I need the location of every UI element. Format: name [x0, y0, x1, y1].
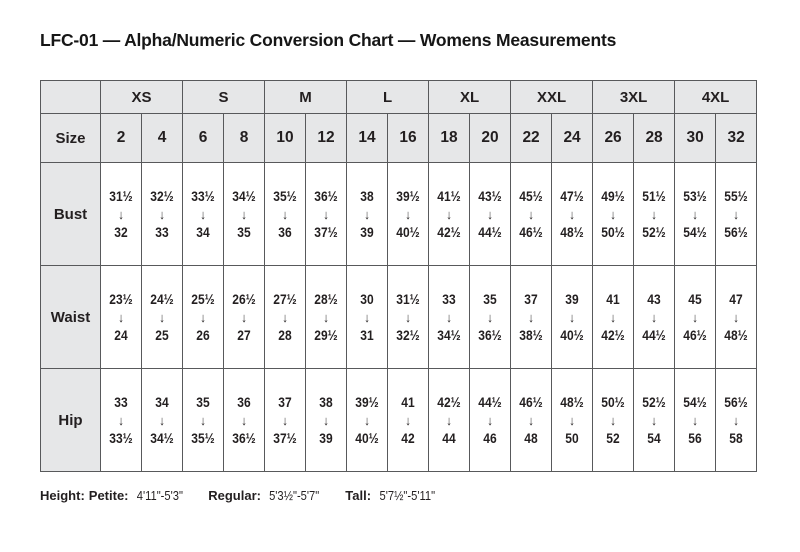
measurement-range [104, 394, 138, 445]
range-to: 25 [155, 326, 169, 343]
corner-cell [41, 81, 101, 114]
measurement-cell [470, 163, 511, 266]
range-from: 31½ [109, 188, 133, 205]
range-to: 54 [647, 429, 661, 446]
down-arrow-icon: ↓ [733, 309, 739, 325]
down-arrow-icon: ↓ [651, 412, 657, 428]
measurement-cell [429, 369, 470, 472]
numeric-size-header: 18 [429, 114, 470, 163]
table-body [41, 163, 757, 472]
alpha-size-row [41, 81, 757, 114]
alpha-size-header: L [347, 81, 429, 114]
measurement-cell [142, 369, 183, 472]
range-from: 31½ [396, 291, 420, 308]
measurement-cell [347, 266, 388, 369]
range-from: 38 [360, 188, 374, 205]
down-arrow-icon: ↓ [118, 412, 124, 428]
measurement-cell [552, 369, 593, 472]
range-from: 39 [565, 291, 579, 308]
range-to: 42½ [437, 223, 461, 240]
down-arrow-icon: ↓ [364, 206, 370, 222]
down-arrow-icon: ↓ [651, 309, 657, 325]
range-to: 31 [360, 326, 374, 343]
range-to: 29½ [314, 326, 338, 343]
range-to: 46 [483, 429, 497, 446]
measurement-cell [716, 266, 757, 369]
measurement-cell [265, 163, 306, 266]
measurement-cell [675, 266, 716, 369]
down-arrow-icon: ↓ [118, 309, 124, 325]
range-from: 46½ [519, 394, 543, 411]
range-from: 43 [647, 291, 661, 308]
measurement-range [555, 188, 589, 239]
alpha-size-header: XXL [511, 81, 593, 114]
down-arrow-icon: ↓ [323, 206, 329, 222]
alpha-size-header: S [183, 81, 265, 114]
alpha-size-header: XS [101, 81, 183, 114]
measurement-row-label: Bust [41, 163, 101, 266]
measurement-range [145, 188, 179, 239]
height-range-value: 5'7½"-5'11" [379, 488, 436, 503]
height-category-label: Regular: [208, 488, 261, 503]
measurement-range [309, 394, 343, 445]
measurement-cell [183, 266, 224, 369]
measurement-cell [634, 266, 675, 369]
measurement-range [432, 188, 466, 239]
measurement-cell [388, 369, 429, 472]
numeric-size-header: 14 [347, 114, 388, 163]
measurement-cell [306, 163, 347, 266]
height-note [40, 488, 462, 503]
measurement-cell [224, 369, 265, 472]
measurement-range [145, 394, 179, 445]
range-to: 54½ [683, 223, 707, 240]
down-arrow-icon: ↓ [282, 206, 288, 222]
down-arrow-icon: ↓ [282, 412, 288, 428]
measurement-cell [593, 266, 634, 369]
down-arrow-icon: ↓ [733, 412, 739, 428]
numeric-size-header: 20 [470, 114, 511, 163]
down-arrow-icon: ↓ [282, 309, 288, 325]
measurement-cell [142, 266, 183, 369]
range-from: 55½ [724, 188, 748, 205]
down-arrow-icon: ↓ [446, 206, 452, 222]
range-from: 47 [729, 291, 743, 308]
down-arrow-icon: ↓ [651, 206, 657, 222]
range-from: 39½ [396, 188, 420, 205]
measurement-cell [593, 369, 634, 472]
range-from: 56½ [724, 394, 748, 411]
range-to: 40½ [355, 429, 379, 446]
range-from: 52½ [642, 394, 666, 411]
range-to: 34 [196, 223, 210, 240]
range-to: 36 [278, 223, 292, 240]
range-from: 50½ [601, 394, 625, 411]
conversion-table [40, 80, 757, 472]
numeric-size-header: 2 [101, 114, 142, 163]
down-arrow-icon: ↓ [118, 206, 124, 222]
range-to: 50 [565, 429, 579, 446]
range-from: 23½ [109, 291, 133, 308]
height-label: Height: [40, 488, 85, 503]
measurement-cell [183, 369, 224, 472]
range-to: 46½ [519, 223, 543, 240]
measurement-cell [675, 163, 716, 266]
range-to: 48½ [724, 326, 748, 343]
range-to: 40½ [396, 223, 420, 240]
range-to: 37½ [273, 429, 297, 446]
down-arrow-icon: ↓ [569, 412, 575, 428]
range-to: 26 [196, 326, 210, 343]
range-from: 33 [114, 394, 128, 411]
measurement-range [637, 188, 671, 239]
down-arrow-icon: ↓ [569, 309, 575, 325]
range-from: 32½ [150, 188, 174, 205]
range-to: 32½ [396, 326, 420, 343]
range-to: 28 [278, 326, 292, 343]
range-to: 34½ [150, 429, 174, 446]
down-arrow-icon: ↓ [487, 206, 493, 222]
height-entries [89, 488, 462, 503]
range-from: 49½ [601, 188, 625, 205]
alpha-size-header: 3XL [593, 81, 675, 114]
down-arrow-icon: ↓ [692, 412, 698, 428]
numeric-size-header: 32 [716, 114, 757, 163]
down-arrow-icon: ↓ [405, 309, 411, 325]
range-to: 50½ [601, 223, 625, 240]
measurement-range [637, 394, 671, 445]
range-to: 27 [237, 326, 251, 343]
range-from: 44½ [478, 394, 502, 411]
measurement-range [719, 188, 753, 239]
measurement-range [186, 394, 220, 445]
measurement-range [514, 291, 548, 342]
height-range-value: 4'11"-5'3" [136, 488, 183, 503]
page-title: LFC-01 — Alpha/Numeric Conversion Chart — Womens Measurements [40, 30, 617, 50]
measurement-cell [675, 369, 716, 472]
measurement-range [473, 291, 507, 342]
range-to: 44 [442, 429, 456, 446]
down-arrow-icon: ↓ [200, 206, 206, 222]
measurement-range [596, 188, 630, 239]
measurement-row [41, 266, 757, 369]
range-to: 35 [237, 223, 251, 240]
down-arrow-icon: ↓ [405, 412, 411, 428]
down-arrow-icon: ↓ [487, 412, 493, 428]
range-from: 39½ [355, 394, 379, 411]
measurement-range [432, 291, 466, 342]
measurement-cell [224, 266, 265, 369]
numeric-size-row [41, 114, 757, 163]
down-arrow-icon: ↓ [200, 309, 206, 325]
down-arrow-icon: ↓ [528, 206, 534, 222]
range-from: 53½ [683, 188, 707, 205]
range-from: 34½ [232, 188, 256, 205]
measurement-cell [470, 369, 511, 472]
measurement-range [227, 394, 261, 445]
measurement-cell [552, 266, 593, 369]
down-arrow-icon: ↓ [241, 412, 247, 428]
measurement-range [268, 394, 302, 445]
measurement-range [596, 291, 630, 342]
down-arrow-icon: ↓ [610, 309, 616, 325]
down-arrow-icon: ↓ [610, 412, 616, 428]
down-arrow-icon: ↓ [487, 309, 493, 325]
range-from: 35½ [273, 188, 297, 205]
measurement-row [41, 369, 757, 472]
range-from: 41 [606, 291, 620, 308]
measurement-range [268, 188, 302, 239]
range-to: 35½ [191, 429, 215, 446]
range-from: 48½ [560, 394, 584, 411]
range-to: 42 [401, 429, 415, 446]
measurement-cell [388, 163, 429, 266]
down-arrow-icon: ↓ [159, 206, 165, 222]
measurement-range [104, 188, 138, 239]
down-arrow-icon: ↓ [446, 309, 452, 325]
numeric-size-header: 30 [675, 114, 716, 163]
measurement-cell [634, 163, 675, 266]
numeric-size-header: 24 [552, 114, 593, 163]
measurement-cell [142, 163, 183, 266]
range-to: 38½ [519, 326, 543, 343]
down-arrow-icon: ↓ [364, 412, 370, 428]
numeric-size-header: 26 [593, 114, 634, 163]
range-to: 44½ [642, 326, 666, 343]
measurement-range [309, 188, 343, 239]
range-from: 37 [524, 291, 538, 308]
range-to: 39 [319, 429, 333, 446]
measurement-range [186, 291, 220, 342]
measurement-range [719, 291, 753, 342]
range-to: 36½ [478, 326, 502, 343]
numeric-size-header: 6 [183, 114, 224, 163]
range-from: 30 [360, 291, 374, 308]
range-from: 45 [688, 291, 702, 308]
measurement-range [514, 394, 548, 445]
height-range-value: 5'3½"-5'7" [269, 488, 320, 503]
measurement-range [309, 291, 343, 342]
measurement-range [473, 394, 507, 445]
measurement-range [678, 188, 712, 239]
range-from: 27½ [273, 291, 297, 308]
range-from: 42½ [437, 394, 461, 411]
measurement-range [432, 394, 466, 445]
alpha-size-header: XL [429, 81, 511, 114]
measurement-cell [224, 163, 265, 266]
measurement-range [391, 394, 425, 445]
measurement-range [350, 188, 384, 239]
down-arrow-icon: ↓ [364, 309, 370, 325]
range-from: 43½ [478, 188, 502, 205]
measurement-range [145, 291, 179, 342]
measurement-range [678, 394, 712, 445]
measurement-cell [347, 369, 388, 472]
measurement-row-label: Hip [41, 369, 101, 472]
range-to: 40½ [560, 326, 584, 343]
range-from: 26½ [232, 291, 256, 308]
down-arrow-icon: ↓ [241, 309, 247, 325]
measurement-row [41, 163, 757, 266]
range-to: 52 [606, 429, 620, 446]
measurement-cell [470, 266, 511, 369]
measurement-cell [552, 163, 593, 266]
measurement-range [350, 291, 384, 342]
measurement-cell [511, 163, 552, 266]
measurement-range [227, 188, 261, 239]
numeric-size-header: 28 [634, 114, 675, 163]
range-from: 36 [237, 394, 251, 411]
range-from: 33½ [191, 188, 215, 205]
down-arrow-icon: ↓ [200, 412, 206, 428]
range-from: 34 [155, 394, 169, 411]
down-arrow-icon: ↓ [323, 309, 329, 325]
range-to: 46½ [683, 326, 707, 343]
range-from: 28½ [314, 291, 338, 308]
measurement-cell [306, 266, 347, 369]
range-to: 56½ [724, 223, 748, 240]
range-to: 33 [155, 223, 169, 240]
measurement-range [186, 188, 220, 239]
down-arrow-icon: ↓ [733, 206, 739, 222]
range-from: 37 [278, 394, 292, 411]
measurement-cell [429, 163, 470, 266]
down-arrow-icon: ↓ [610, 206, 616, 222]
measurement-cell [265, 266, 306, 369]
range-from: 25½ [191, 291, 215, 308]
down-arrow-icon: ↓ [692, 206, 698, 222]
alpha-size-header: M [265, 81, 347, 114]
down-arrow-icon: ↓ [241, 206, 247, 222]
measurement-cell [716, 369, 757, 472]
range-from: 36½ [314, 188, 338, 205]
measurement-cell [101, 369, 142, 472]
numeric-size-header: 10 [265, 114, 306, 163]
measurement-cell [511, 369, 552, 472]
measurement-cell [265, 369, 306, 472]
measurement-range [268, 291, 302, 342]
range-to: 42½ [601, 326, 625, 343]
range-to: 32 [114, 223, 128, 240]
down-arrow-icon: ↓ [159, 309, 165, 325]
numeric-size-header: 4 [142, 114, 183, 163]
measurement-range [104, 291, 138, 342]
measurement-range [555, 394, 589, 445]
range-to: 33½ [109, 429, 133, 446]
range-from: 45½ [519, 188, 543, 205]
measurement-range [514, 188, 548, 239]
measurement-cell [429, 266, 470, 369]
range-to: 39 [360, 223, 374, 240]
measurement-range [350, 394, 384, 445]
measurement-cell [388, 266, 429, 369]
measurement-range [678, 291, 712, 342]
measurement-range [473, 188, 507, 239]
measurement-range [637, 291, 671, 342]
down-arrow-icon: ↓ [569, 206, 575, 222]
down-arrow-icon: ↓ [528, 309, 534, 325]
numeric-size-header: 16 [388, 114, 429, 163]
measurement-cell [183, 163, 224, 266]
numeric-size-header: 12 [306, 114, 347, 163]
measurement-cell [593, 163, 634, 266]
range-to: 36½ [232, 429, 256, 446]
numeric-size-header: 22 [511, 114, 552, 163]
range-from: 41½ [437, 188, 461, 205]
measurement-cell [716, 163, 757, 266]
measurement-cell [306, 369, 347, 472]
measurement-range [391, 291, 425, 342]
range-from: 35 [483, 291, 497, 308]
height-category-label: Petite: [88, 488, 129, 503]
measurement-range [227, 291, 261, 342]
range-to: 44½ [478, 223, 502, 240]
measurement-cell [511, 266, 552, 369]
range-from: 24½ [150, 291, 174, 308]
range-from: 51½ [642, 188, 666, 205]
measurement-cell [634, 369, 675, 472]
measurement-range [596, 394, 630, 445]
range-from: 38 [319, 394, 333, 411]
down-arrow-icon: ↓ [446, 412, 452, 428]
range-to: 34½ [437, 326, 461, 343]
measurement-range [555, 291, 589, 342]
down-arrow-icon: ↓ [405, 206, 411, 222]
measurement-range [719, 394, 753, 445]
down-arrow-icon: ↓ [159, 412, 165, 428]
range-to: 48½ [560, 223, 584, 240]
measurement-cell [347, 163, 388, 266]
measurement-cell [101, 163, 142, 266]
range-to: 58 [729, 429, 743, 446]
range-from: 41 [401, 394, 415, 411]
down-arrow-icon: ↓ [323, 412, 329, 428]
range-to: 52½ [642, 223, 666, 240]
down-arrow-icon: ↓ [692, 309, 698, 325]
range-from: 47½ [560, 188, 584, 205]
range-to: 48 [524, 429, 538, 446]
range-to: 56 [688, 429, 702, 446]
table-head [41, 81, 757, 163]
range-from: 33 [442, 291, 456, 308]
measurement-row-label: Waist [41, 266, 101, 369]
range-from: 54½ [683, 394, 707, 411]
measurement-cell [101, 266, 142, 369]
measurement-range [391, 188, 425, 239]
height-category-label: Tall: [345, 488, 372, 503]
range-to: 37½ [314, 223, 338, 240]
numeric-size-header: 8 [224, 114, 265, 163]
down-arrow-icon: ↓ [528, 412, 534, 428]
range-to: 24 [114, 326, 128, 343]
range-from: 35 [196, 394, 210, 411]
alpha-size-header: 4XL [675, 81, 757, 114]
size-row-label: Size [41, 114, 101, 163]
